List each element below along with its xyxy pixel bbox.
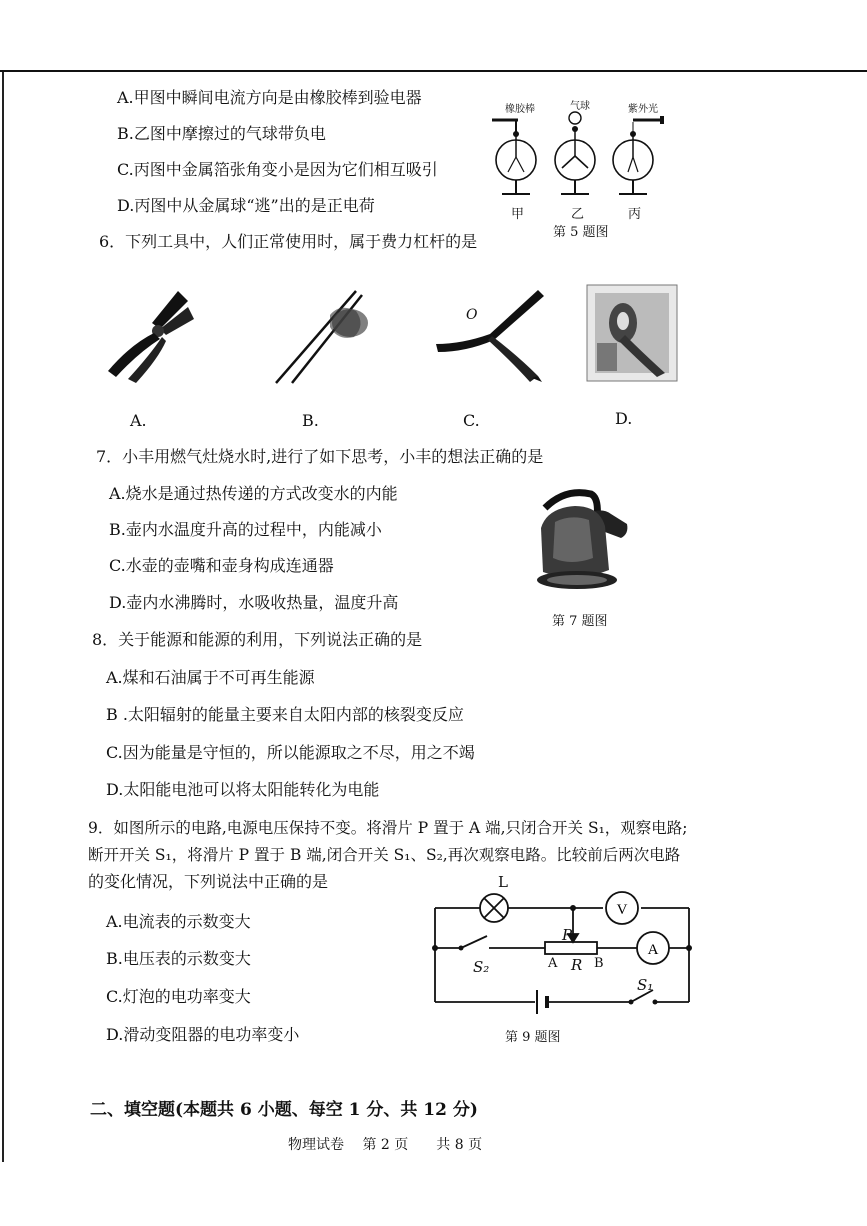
q9-s1-label: S₁ [637, 976, 654, 994]
q7-option-d: D.壶内水沸腾时，水吸收热量，温度升高 [109, 593, 399, 612]
q9-s2-label: S₂ [473, 958, 490, 976]
q5-sub-yi: 乙 [571, 207, 585, 222]
q7-option-c: C.水壶的壶嘴和壶身构成连通器 [109, 556, 334, 575]
q9-stem-line1: 9．如图所示的电路,电源电压保持不变。将滑片 P 置于 A 端,只闭合开关 S₁，观察电路; [88, 819, 688, 837]
q9-slider-label: P [562, 926, 573, 944]
q5-label-balloon: 气球 [570, 101, 590, 112]
q9-option-a: A.电流表的示数变大 [106, 912, 251, 931]
q9-circuit-diagram [425, 880, 705, 1020]
page-footer: 物理试卷 第 2 页 共 8 页 [288, 1137, 483, 1153]
q9-stem-line3: 的变化情况，下列说法中正确的是 [88, 872, 329, 891]
q7-option-b: B.壶内水温度升高的过程中，内能减小 [109, 520, 382, 539]
q8-option-b: B .太阳辐射的能量主要来自太阳内部的核裂变反应 [106, 705, 464, 724]
q9-caption: 第 9 题图 [505, 1030, 561, 1045]
q5-option-c: C.丙图中金属箔张角变小是因为它们相互吸引 [117, 160, 438, 179]
q7-caption: 第 7 题图 [552, 614, 608, 629]
q8-option-a: A.煤和石油属于不可再生能源 [106, 668, 315, 687]
q6-tongs-image [432, 282, 552, 392]
q5-sub-bing: 丙 [628, 207, 642, 222]
q6-d-image [585, 283, 680, 383]
q6-pliers-image [100, 285, 200, 385]
q5-sub-jia: 甲 [511, 207, 525, 222]
q6-label-c: C. [463, 411, 480, 430]
q9-stem-line2: 断开开关 S₁，将滑片 P 置于 B 端,闭合开关 S₁、S₂,再次观察电路。比较前后两次电路 [88, 846, 681, 864]
q5-label-rubber-rod: 橡胶棒 [505, 104, 535, 115]
q5-label-uv-light: 紫外光 [628, 104, 658, 115]
q8-stem: 8．关于能源和能源的利用，下列说法正确的是 [92, 630, 423, 649]
q9-option-d: D.滑动变阻器的电功率变小 [106, 1025, 300, 1044]
q5-electroscope-figure [490, 112, 690, 212]
q5-option-a: A.甲图中瞬间电流方向是由橡胶棒到验电器 [117, 88, 422, 107]
q9-lamp-label: L [498, 873, 508, 891]
q9-end-b-label: B [594, 956, 604, 971]
q9-resistor-label: R [571, 956, 583, 974]
q9-option-b: B.电压表的示数变大 [106, 949, 251, 968]
q7-stem: 7．小丰用燃气灶烧水时,进行了如下思考，小丰的想法正确的是 [96, 447, 544, 466]
q6-stem: 6．下列工具中，人们正常使用时，属于费力杠杆的是 [99, 232, 478, 251]
section2-title: 二、填空题(本题共 6 小题、每空 1 分、共 12 分) [90, 1100, 478, 1120]
q5-caption: 第 5 题图 [553, 225, 609, 240]
q9-voltmeter-label: V [616, 902, 628, 918]
q9-option-c: C.灯泡的电功率变大 [106, 987, 251, 1006]
q6-label-d: D. [615, 409, 633, 428]
q6-fulcrum-label: O [466, 307, 478, 323]
left-rule [2, 72, 4, 1162]
q5-option-b: B.乙图中摩擦过的气球带负电 [117, 124, 326, 143]
q5-option-d: D.丙图中从金属球“逃”出的是正电荷 [117, 196, 375, 215]
q6-chopsticks-image [270, 285, 380, 385]
top-rule [0, 70, 867, 72]
q8-option-d: D.太阳能电池可以将太阳能转化为电能 [106, 780, 380, 799]
q8-option-c: C.因为能量是守恒的，所以能源取之不尽，用之不竭 [106, 743, 475, 762]
q7-option-a: A.烧水是通过热传递的方式改变水的内能 [109, 484, 398, 503]
q9-ammeter-label: A [647, 942, 659, 958]
q7-kettle-image [535, 488, 635, 598]
q6-label-b: B. [302, 411, 319, 430]
q6-label-a: A. [130, 411, 147, 430]
q9-end-a-label: A [548, 956, 558, 971]
